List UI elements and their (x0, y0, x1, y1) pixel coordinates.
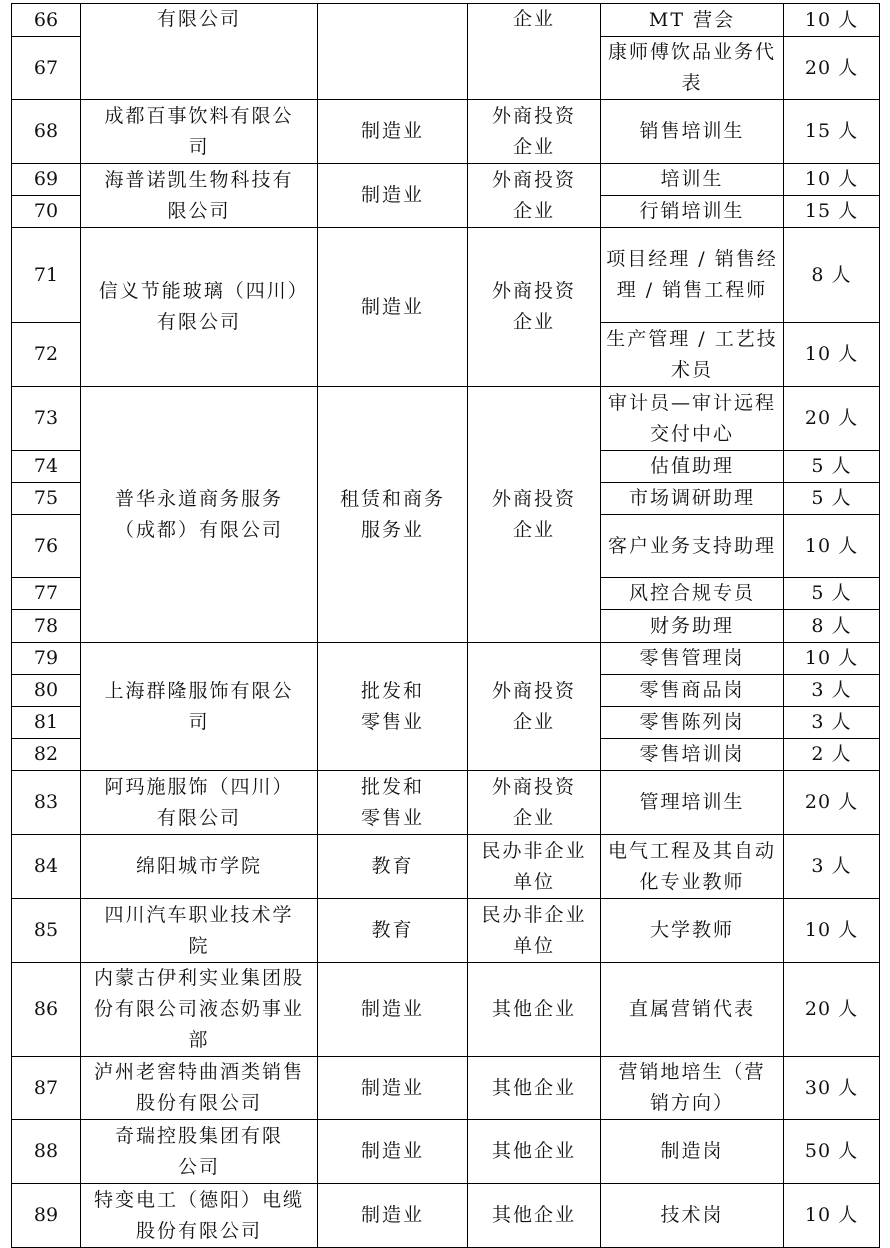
recruitment-table (11, 3, 880, 1248)
row-number: 85 (12, 899, 81, 963)
position-cell: 销售培训生 (601, 100, 784, 164)
row-number: 75 (12, 483, 81, 515)
position-cell: 制造岗 (601, 1120, 784, 1184)
company-cell: 阿玛施服饰（四川）有限公司 (81, 771, 318, 835)
row-number: 83 (12, 771, 81, 835)
row-number: 73 (12, 387, 81, 451)
table-row (12, 643, 880, 675)
count-cell: 10 人 (784, 643, 880, 675)
row-number: 68 (12, 100, 81, 164)
table-row (12, 1184, 880, 1248)
table-row (12, 1057, 880, 1120)
count-cell: 3 人 (784, 707, 880, 739)
position-cell: 大学教师 (601, 899, 784, 963)
industry-cell: 制造业 (318, 1120, 468, 1184)
industry-cell: 教育 (318, 835, 468, 899)
company-cell: 海普诺凯生物科技有限公司 (81, 164, 318, 228)
position-cell: 客户业务支持助理 (601, 515, 784, 578)
company-cell: 成都百事饮料有限公司 (81, 100, 318, 164)
position-cell: 估值助理 (601, 451, 784, 483)
industry-cell: 制造业 (318, 164, 468, 228)
table-row (12, 4, 880, 37)
industry-cell: 教育 (318, 899, 468, 963)
count-cell: 10 人 (784, 323, 880, 387)
table-row (12, 835, 880, 899)
count-cell: 3 人 (784, 675, 880, 707)
row-number: 82 (12, 739, 81, 771)
position-cell: 零售商品岗 (601, 675, 784, 707)
row-number: 71 (12, 228, 81, 323)
table-row (12, 387, 880, 451)
nature-cell: 外商投资企业 (468, 100, 601, 164)
nature-cell: 其他企业 (468, 1057, 601, 1120)
industry-cell (318, 4, 468, 100)
row-number: 79 (12, 643, 81, 675)
count-cell: 2 人 (784, 739, 880, 771)
position-cell: 技术岗 (601, 1184, 784, 1248)
company-cell: 泸州老窖特曲酒类销售股份有限公司 (81, 1057, 318, 1120)
row-number: 87 (12, 1057, 81, 1120)
count-cell: 8 人 (784, 228, 880, 323)
table-row (12, 228, 880, 323)
row-number: 66 (12, 4, 81, 37)
row-number: 88 (12, 1120, 81, 1184)
count-cell: 3 人 (784, 835, 880, 899)
position-cell: 零售管理岗 (601, 643, 784, 675)
count-cell: 5 人 (784, 578, 880, 610)
count-cell: 30 人 (784, 1057, 880, 1120)
position-cell: 零售培训岗 (601, 739, 784, 771)
count-cell: 8 人 (784, 610, 880, 643)
count-cell: 20 人 (784, 37, 880, 100)
nature-cell: 外商投资企业 (468, 387, 601, 643)
table-row (12, 164, 880, 196)
company-cell: 奇瑞控股集团有限公司 (81, 1120, 318, 1184)
row-number: 80 (12, 675, 81, 707)
count-cell: 15 人 (784, 196, 880, 228)
count-cell: 20 人 (784, 963, 880, 1057)
nature-cell: 外商投资企业 (468, 771, 601, 835)
position-cell: MT 营会 (601, 4, 784, 37)
row-number: 69 (12, 164, 81, 196)
row-number: 67 (12, 37, 81, 100)
industry-cell: 租赁和商务服务业 (318, 387, 468, 643)
industry-cell: 制造业 (318, 1057, 468, 1120)
company-cell: 普华永道商务服务（成都）有限公司 (81, 387, 318, 643)
industry-cell: 批发和零售业 (318, 771, 468, 835)
position-cell: 康师傅饮品业务代表 (601, 37, 784, 100)
company-cell: 四川汽车职业技术学院 (81, 899, 318, 963)
count-cell: 5 人 (784, 483, 880, 515)
position-cell: 电气工程及其自动化专业教师 (601, 835, 784, 899)
position-cell: 生产管理 / 工艺技术员 (601, 323, 784, 387)
company-cell: 特变电工（德阳）电缆股份有限公司 (81, 1184, 318, 1248)
position-cell: 项目经理 / 销售经理 / 销售工程师 (601, 228, 784, 323)
table-row (12, 100, 880, 164)
company-cell: 内蒙古伊利实业集团股份有限公司液态奶事业部 (81, 963, 318, 1057)
row-number: 74 (12, 451, 81, 483)
count-cell: 10 人 (784, 164, 880, 196)
nature-cell: 民办非企业单位 (468, 899, 601, 963)
nature-cell: 其他企业 (468, 963, 601, 1057)
count-cell: 15 人 (784, 100, 880, 164)
position-cell: 管理培训生 (601, 771, 784, 835)
position-cell: 零售陈列岗 (601, 707, 784, 739)
industry-cell: 制造业 (318, 1184, 468, 1248)
row-number: 81 (12, 707, 81, 739)
nature-cell: 企业 (468, 4, 601, 100)
nature-cell: 外商投资企业 (468, 164, 601, 228)
row-number: 72 (12, 323, 81, 387)
nature-cell: 其他企业 (468, 1184, 601, 1248)
position-cell: 市场调研助理 (601, 483, 784, 515)
company-cell: 有限公司 (81, 4, 318, 100)
row-number: 76 (12, 515, 81, 578)
industry-cell: 制造业 (318, 963, 468, 1057)
table-row (12, 771, 880, 835)
position-cell: 行销培训生 (601, 196, 784, 228)
count-cell: 20 人 (784, 387, 880, 451)
position-cell: 直属营销代表 (601, 963, 784, 1057)
row-number: 70 (12, 196, 81, 228)
count-cell: 10 人 (784, 899, 880, 963)
position-cell: 风控合规专员 (601, 578, 784, 610)
nature-cell: 民办非企业单位 (468, 835, 601, 899)
row-number: 84 (12, 835, 81, 899)
industry-cell: 制造业 (318, 228, 468, 387)
table-row (12, 1120, 880, 1184)
position-cell: 审计员—审计远程交付中心 (601, 387, 784, 451)
row-number: 86 (12, 963, 81, 1057)
table-row (12, 963, 880, 1057)
company-cell: 信义节能玻璃（四川）有限公司 (81, 228, 318, 387)
position-cell: 财务助理 (601, 610, 784, 643)
position-cell: 培训生 (601, 164, 784, 196)
count-cell: 10 人 (784, 1184, 880, 1248)
table-row (12, 899, 880, 963)
company-cell: 绵阳城市学院 (81, 835, 318, 899)
count-cell: 50 人 (784, 1120, 880, 1184)
count-cell: 10 人 (784, 4, 880, 37)
nature-cell: 其他企业 (468, 1120, 601, 1184)
count-cell: 20 人 (784, 771, 880, 835)
company-cell: 上海群隆服饰有限公司 (81, 643, 318, 771)
count-cell: 10 人 (784, 515, 880, 578)
row-number: 89 (12, 1184, 81, 1248)
count-cell: 5 人 (784, 451, 880, 483)
nature-cell: 外商投资企业 (468, 643, 601, 771)
industry-cell: 制造业 (318, 100, 468, 164)
position-cell: 营销地培生（营销方向） (601, 1057, 784, 1120)
row-number: 78 (12, 610, 81, 643)
row-number: 77 (12, 578, 81, 610)
industry-cell: 批发和零售业 (318, 643, 468, 771)
nature-cell: 外商投资企业 (468, 228, 601, 387)
